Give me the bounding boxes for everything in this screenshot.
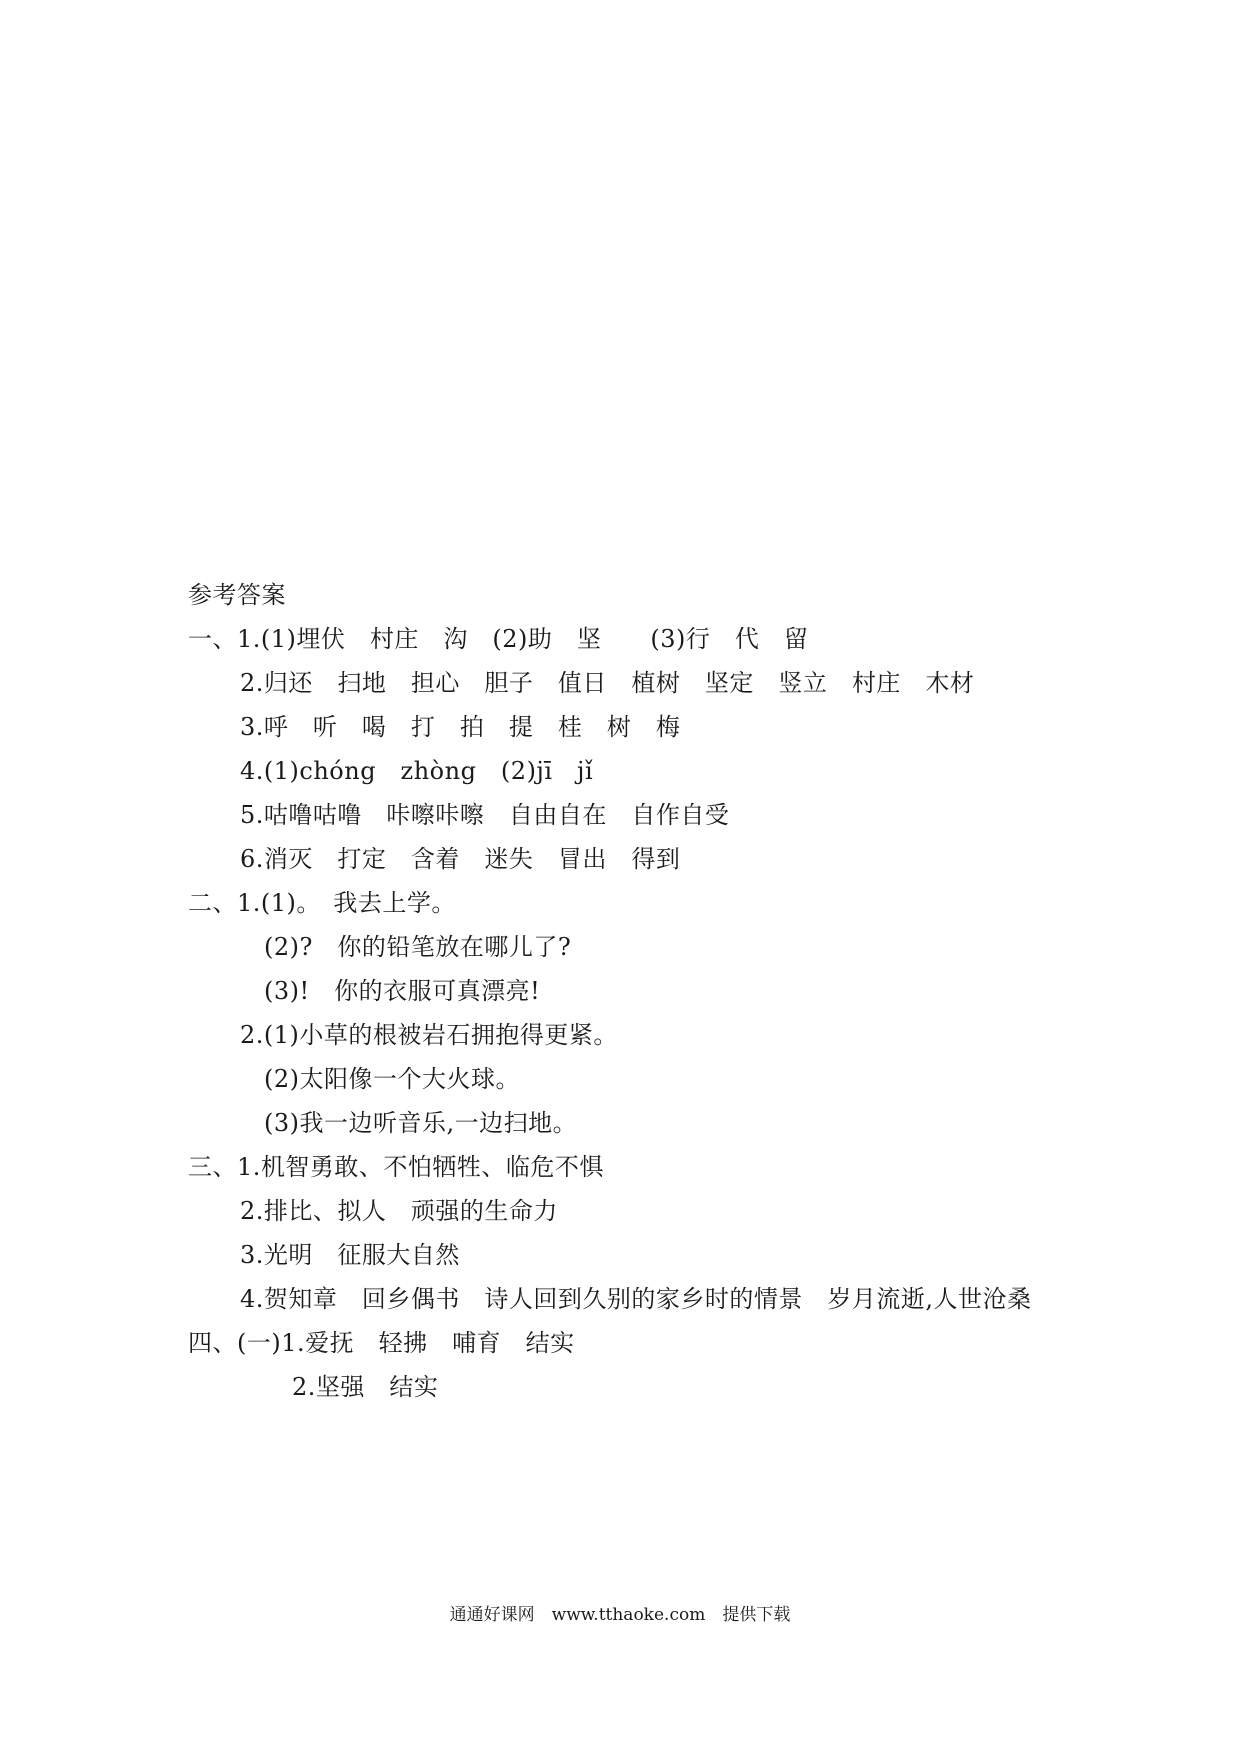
section-2-line-4: 2.(1)小草的根被岩石拥抱得更紧。: [240, 1021, 618, 1049]
section-3-line-4: 4.贺知章 回乡偶书 诗人回到久别的家乡时的情景 岁月流逝,人世沧桑: [240, 1285, 1032, 1313]
section-2-line-6: (3)我一边听音乐,一边扫地。: [264, 1109, 578, 1137]
section-2-line-3: (3)! 你的衣服可真漂亮!: [264, 977, 541, 1005]
section-1-line-5: 5.咕噜咕噜 咔嚓咔嚓 自由自在 自作自受: [240, 801, 730, 829]
section-1-line-6: 6.消灭 打定 含着 迷失 冒出 得到: [240, 845, 681, 873]
section-3-line-1: 三、1.机智勇敢、不怕牺牲、临危不惧: [188, 1153, 604, 1181]
footer-credit: 通通好课网 www.tthaoke.com 提供下载: [449, 1605, 791, 1625]
section-4-line-2: 2.坚强 结实: [292, 1373, 439, 1401]
section-1-line-2: 2.归还 扫地 担心 胆子 值日 植树 坚定 竖立 村庄 木材: [240, 669, 975, 697]
section-3-line-2: 2.排比、拟人 顽强的生命力: [240, 1197, 558, 1225]
section-3-line-3: 3.光明 征服大自然: [240, 1241, 460, 1269]
section-1-line-3: 3.呼 听 喝 打 拍 提 桂 树 梅: [240, 713, 681, 741]
section-2-line-2: (2)? 你的铅笔放在哪儿了?: [264, 933, 572, 961]
section-1-line-1: 一、1.(1)埋伏 村庄 沟 (2)助 坚 (3)行 代 留: [188, 625, 809, 653]
section-4-line-1: 四、(一)1.爱抚 轻拂 哺育 结实: [188, 1329, 575, 1357]
section-2-line-5: (2)太阳像一个大火球。: [264, 1065, 520, 1093]
answer-key-heading: 参考答案: [188, 581, 286, 609]
section-1-line-4: 4.(1)chóng zhòng (2)jī jǐ: [240, 757, 594, 785]
section-2-line-1: 二、1.(1)。 我去上学。: [188, 889, 456, 917]
